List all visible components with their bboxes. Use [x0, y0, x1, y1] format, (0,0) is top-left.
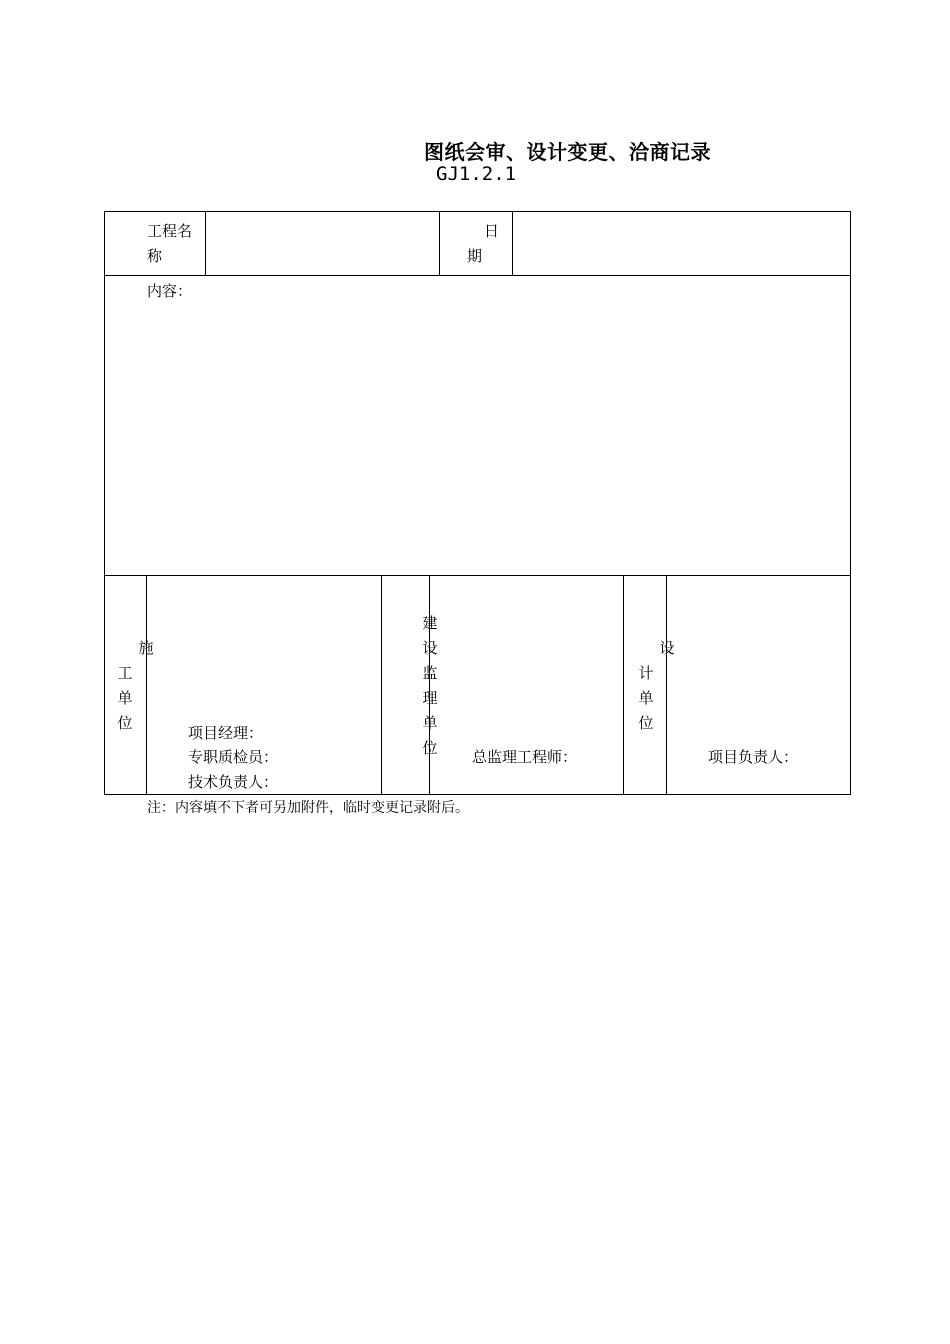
table-border-right [850, 211, 851, 795]
col-divider-construction-sign [381, 575, 382, 794]
col-divider-construction-label [146, 575, 147, 794]
date-label-line2: 期 [467, 247, 483, 265]
quality-inspector-field: 专职质检员： [188, 748, 279, 766]
construction-unit-label-rest: 工 单 位 [117, 664, 133, 732]
form-code: GJ1.2.1 [436, 163, 517, 185]
technical-lead-field: 技术负责人： [188, 773, 279, 791]
design-unit-label-char1: 设 [659, 639, 675, 657]
table-border-left [104, 211, 105, 795]
document-title: 图纸会审、设计变更、洽商记录 [424, 140, 711, 164]
footnote: 注：内容填不下者可另加附件，临时变更记录附后。 [147, 800, 469, 816]
project-name-label-line2: 称 [147, 247, 163, 265]
supervision-unit-label: 建 设 监 理 单 位 [422, 614, 438, 757]
project-name-label-line1: 工程名 [147, 222, 193, 240]
content-label: 内容： [147, 282, 193, 300]
project-manager-field: 项目经理： [188, 724, 264, 742]
date-label-line1: 日 [484, 222, 500, 240]
col-divider-project-label [205, 211, 206, 275]
table-border-top [104, 211, 850, 212]
row-divider-content [104, 575, 850, 576]
col-divider-supervision-sign [623, 575, 624, 794]
chief-supervisor-field: 总监理工程师： [472, 748, 578, 766]
construction-unit-label-char1: 施 [138, 639, 154, 657]
design-lead-field: 项目负责人： [708, 748, 799, 766]
col-divider-design-label [666, 575, 667, 794]
col-divider-project-value [439, 211, 440, 275]
row-divider-header [104, 275, 850, 276]
col-divider-date-label [512, 211, 513, 275]
design-unit-label-rest: 计 单 位 [638, 664, 654, 732]
